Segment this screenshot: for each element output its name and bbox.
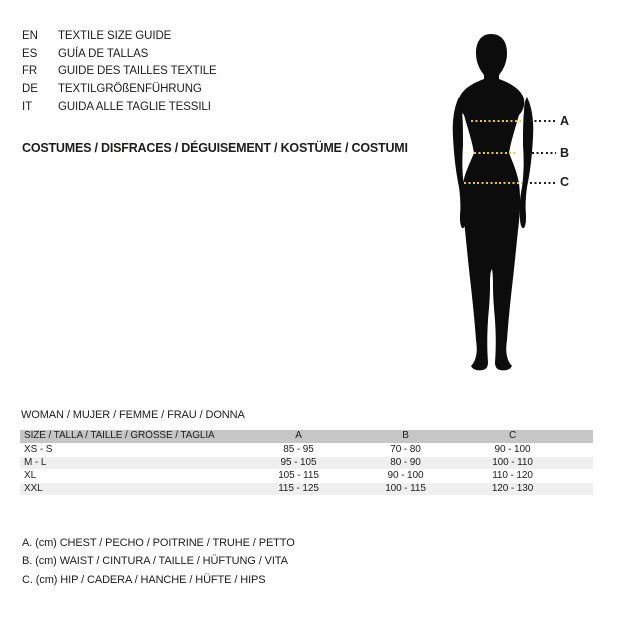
cell-size: XS - S <box>20 443 245 456</box>
cell-hip: 90 - 100 <box>459 443 566 456</box>
legend-item-hip: C. (cm) HIP / CADERA / HANCHE / HÜFTE / HIPS <box>22 573 266 586</box>
cell-hip: 110 - 120 <box>459 469 566 482</box>
hip-leader-dotted-line <box>530 182 556 184</box>
cell-spacer <box>566 469 593 482</box>
chest-leader-dotted-line <box>530 120 556 122</box>
language-code: DE <box>22 83 38 96</box>
measure-label-a: A <box>560 114 570 128</box>
language-label: GUÍA DE TALLAS <box>58 47 149 60</box>
cell-waist: 70 - 80 <box>352 443 459 456</box>
cell-spacer <box>566 443 593 456</box>
cell-hip: 100 - 110 <box>459 456 566 469</box>
header-cell-spacer <box>566 430 593 443</box>
language-row <box>22 63 217 81</box>
language-label: GUIDA ALLE TAGLIE TESSILI <box>58 100 211 113</box>
language-row <box>22 46 217 64</box>
table-row <box>20 443 593 456</box>
cell-size: M - L <box>20 456 245 469</box>
cell-chest: 115 - 125 <box>245 482 352 495</box>
table-row <box>20 456 593 469</box>
cell-waist: 90 - 100 <box>352 469 459 482</box>
measure-label-b: B <box>560 146 570 160</box>
cell-chest: 85 - 95 <box>245 443 352 456</box>
language-code: FR <box>22 65 38 78</box>
language-label: GUIDE DES TAILLES TEXTILE <box>58 65 217 78</box>
silhouette-left-arm <box>453 97 467 228</box>
hip-measure-dotted-line <box>464 182 522 184</box>
cell-spacer <box>566 456 593 469</box>
category-title: COSTUMES / DISFRACES / DÉGUISEMENT / KOSTÜME / COSTUMI <box>22 141 408 155</box>
language-code: EN <box>22 30 38 42</box>
language-row <box>22 81 217 99</box>
cell-chest: 95 - 105 <box>245 456 352 469</box>
language-label: TEXTILE SIZE GUIDE <box>58 30 172 42</box>
silhouette-right-arm <box>520 97 534 228</box>
header-cell-c: C <box>459 430 566 443</box>
waist-measure-dotted-line <box>474 152 518 154</box>
cell-hip: 120 - 130 <box>459 482 566 495</box>
silhouette-head <box>476 34 507 83</box>
language-row <box>22 99 217 117</box>
woman-silhouette-graphic <box>445 25 555 385</box>
cell-spacer <box>566 482 593 495</box>
silhouette-torso-legs <box>459 79 525 370</box>
table-row <box>20 469 593 482</box>
cell-size: XXL <box>20 482 245 495</box>
cell-size: XL <box>20 469 245 482</box>
header-cell-b: B <box>352 430 459 443</box>
legend-item-chest: A. (cm) CHEST / PECHO / POITRINE / TRUHE / PETTO <box>22 537 295 549</box>
cell-waist: 80 - 90 <box>352 456 459 469</box>
measure-legend <box>22 534 295 589</box>
header-cell-a: A <box>245 430 352 443</box>
size-table-header <box>20 430 593 443</box>
cell-waist: 100 - 115 <box>352 482 459 495</box>
table-row <box>20 482 593 495</box>
chest-measure-dotted-line <box>471 120 521 122</box>
waist-leader-dotted-line <box>532 152 556 154</box>
language-code: IT <box>22 100 33 113</box>
cell-chest: 105 - 115 <box>245 469 352 482</box>
table-header-row <box>20 430 593 443</box>
language-code: ES <box>22 47 38 60</box>
legend-item-waist: B. (cm) WAIST / CINTURA / TAILLE / HÜFTUNG / VITA <box>22 555 288 568</box>
section-title-woman: WOMAN / MUJER / FEMME / FRAU / DONNA <box>21 409 245 421</box>
header-cell-size: SIZE / TALLA / TAILLE / GRÖSSE / TAGLIA <box>20 430 245 443</box>
language-list <box>22 28 217 116</box>
language-row <box>22 28 217 46</box>
measure-label-c: C <box>560 175 570 189</box>
size-table <box>20 430 593 496</box>
language-label: TEXTILGRÖßENFÜHRUNG <box>58 83 202 96</box>
